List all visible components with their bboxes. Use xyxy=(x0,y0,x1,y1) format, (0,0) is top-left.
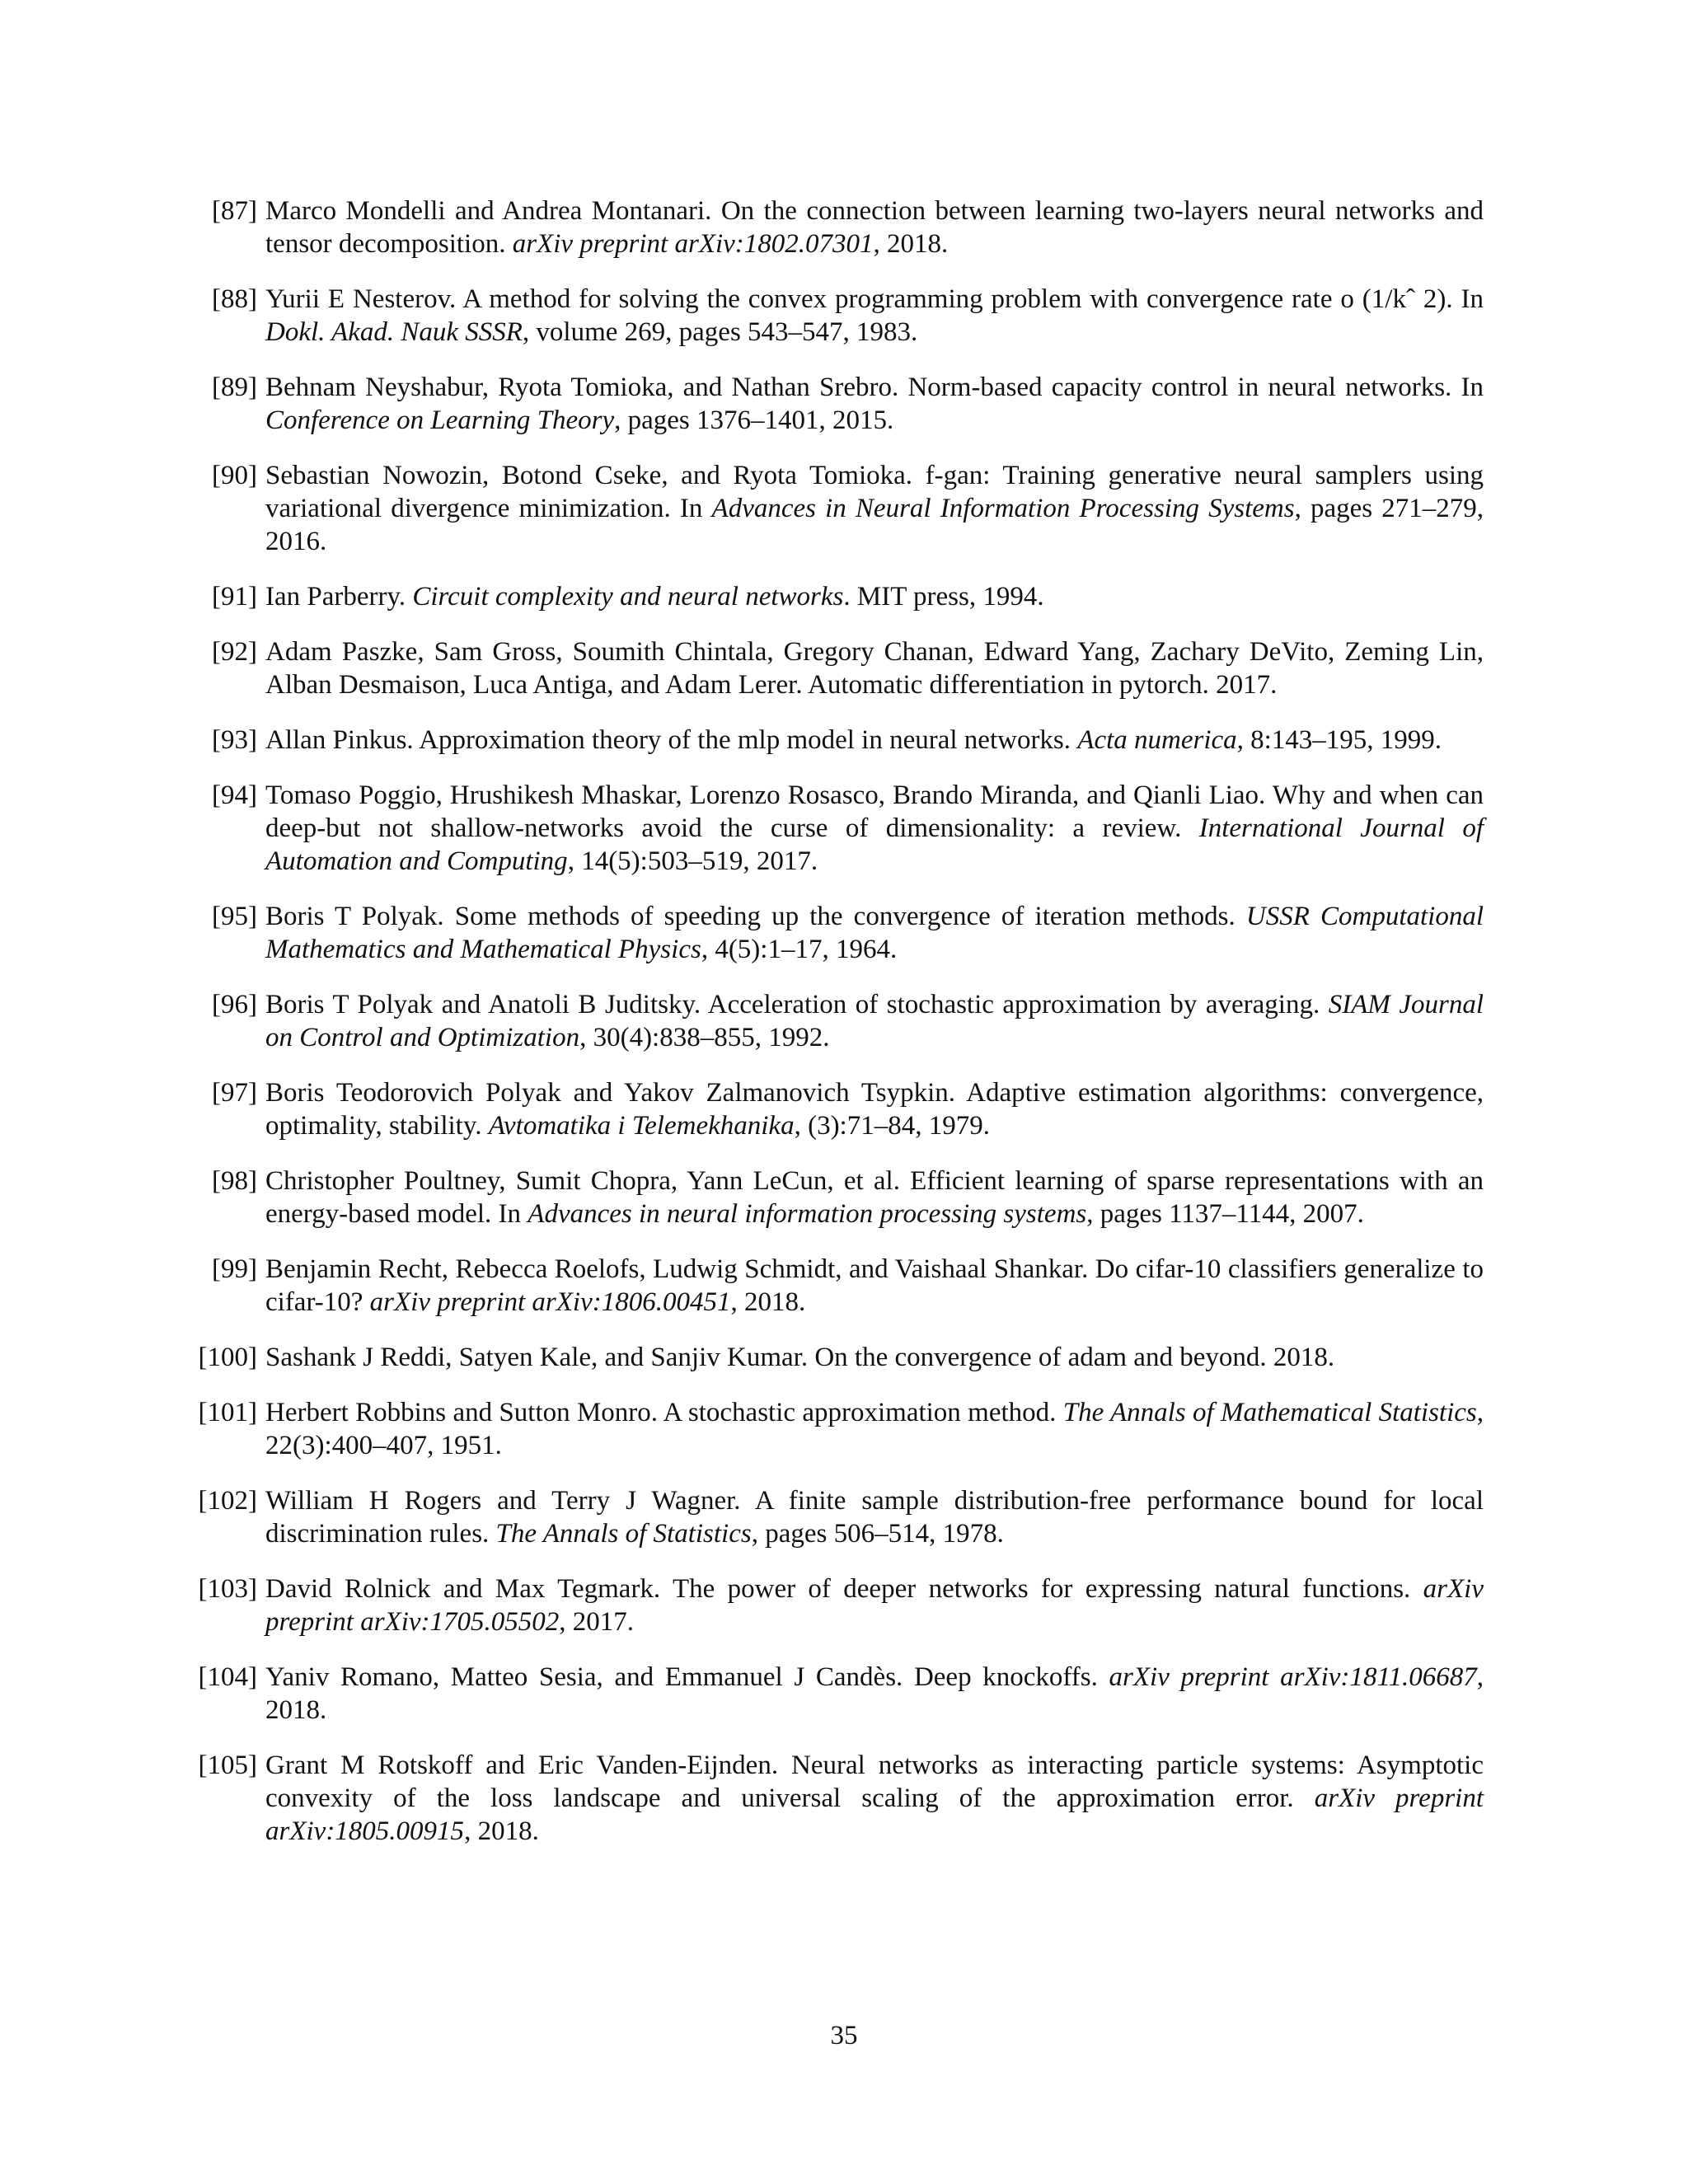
reference-number: [94] xyxy=(212,780,257,810)
reference-segment: , pages 271–279, 2016. xyxy=(265,494,1484,556)
reference-text xyxy=(265,284,1484,347)
reference-text xyxy=(265,1662,1484,1725)
reference-number: [87] xyxy=(212,196,257,226)
reference-entry xyxy=(198,371,1484,437)
reference-segment: Boris T Polyak and Anatoli B Juditsky. Acceleration of stochastic approximation by averaging. xyxy=(265,990,1329,1019)
reference-text xyxy=(265,461,1484,556)
reference-number: [92] xyxy=(212,637,257,667)
reference-text xyxy=(265,1398,1484,1460)
reference-number: [100] xyxy=(198,1343,257,1372)
reference-segment: Boris T Polyak. Some methods of speeding up the convergence of iteration methods. xyxy=(265,902,1246,931)
reference-number: [102] xyxy=(198,1486,257,1516)
reference-segment: William H Rogers and Terry J Wagner. A finite sample distribution-free performance bound for local discrimination rules. xyxy=(265,1486,1484,1549)
reference-entry xyxy=(198,1396,1484,1462)
reference-entry xyxy=(198,1484,1484,1550)
reference-entry xyxy=(198,635,1484,701)
reference-entry xyxy=(198,580,1484,613)
reference-text xyxy=(265,902,1484,964)
reference-segment: Adam Paszke, Sam Gross, Soumith Chintala, Gregory Chanan, Edward Yang, Zachary DeVito, Zeming Lin, Alban Desmaison, Luca Antiga, and Adam Lerer. Automatic differentiation in pytorch. 2017. xyxy=(265,637,1484,700)
reference-segment: Allan Pinkus. Approximation theory of the mlp model in neural networks. xyxy=(265,725,1078,755)
reference-text xyxy=(265,1574,1484,1637)
reference-number: [91] xyxy=(212,582,257,612)
reference-segment: , (3):71–84, 1979. xyxy=(794,1111,990,1141)
reference-segment: , pages 506–514, 1978. xyxy=(751,1519,1004,1549)
reference-segment: , 2018. xyxy=(873,229,949,259)
reference-venue: arXiv preprint arXiv:1806.00451 xyxy=(369,1287,731,1317)
reference-text xyxy=(265,1343,1334,1372)
reference-entry xyxy=(198,724,1484,757)
reference-text xyxy=(265,1166,1484,1229)
reference-venue: Acta numerica xyxy=(1077,725,1237,755)
reference-entry xyxy=(198,1341,1484,1374)
reference-segment: Behnam Neyshabur, Ryota Tomioka, and Nathan Srebro. Norm-based capacity control in neural networks. In xyxy=(265,373,1484,402)
reference-segment: Ian Parberry. xyxy=(265,582,413,612)
reference-number: [104] xyxy=(198,1662,257,1692)
reference-segment: , pages 1376–1401, 2015. xyxy=(614,405,894,435)
reference-number: [101] xyxy=(198,1398,257,1427)
reference-segment: . MIT press, 1994. xyxy=(843,582,1044,612)
reference-segment: Tomaso Poggio, Hrushikesh Mhaskar, Lorenzo Rosasco, Brando Miranda, and Qianli Liao. Why and when can deep-but not shallow-networks avoid the curse of dimensionality: a review. xyxy=(265,780,1484,843)
reference-venue: The Annals of Mathematical Statistics xyxy=(1062,1398,1477,1427)
reference-segment: Christopher Poultney, Sumit Chopra, Yann LeCun, et al. Efficient learning of sparse representations with an energy-based model. In xyxy=(265,1166,1484,1229)
reference-entry xyxy=(198,194,1484,260)
reference-segment: , 2018. xyxy=(265,1662,1484,1725)
reference-venue: arXiv preprint arXiv:1811.06687 xyxy=(1109,1662,1477,1692)
reference-segment: , 14(5):503–519, 2017. xyxy=(567,846,818,876)
reference-segment: Grant M Rotskoff and Eric Vanden-Eijnden. Neural networks as interacting particle systems: Asymptotic convexity of the loss landscape and universal scaling of the approximation error. xyxy=(265,1750,1484,1813)
reference-venue: Dokl. Akad. Nauk SSSR xyxy=(265,317,523,347)
reference-segment: , 8:143–195, 1999. xyxy=(1236,725,1442,755)
reference-text xyxy=(265,196,1484,259)
reference-segment: Yaniv Romano, Matteo Sesia, and Emmanuel J Candès. Deep knockoffs. xyxy=(265,1662,1109,1692)
reference-entry xyxy=(198,1165,1484,1230)
reference-entry xyxy=(198,900,1484,966)
reference-venue: Advances in neural information processing systems xyxy=(528,1199,1087,1229)
reference-venue: International Journal of Automation and Computing xyxy=(265,813,1484,876)
reference-segment: Sashank J Reddi, Satyen Kale, and Sanjiv Kumar. On the convergence of adam and beyond. 2018. xyxy=(265,1343,1335,1372)
reference-text xyxy=(265,725,1442,755)
reference-venue: USSR Computational Mathematics and Mathematical Physics xyxy=(265,902,1484,964)
reference-number: [98] xyxy=(212,1166,257,1196)
reference-entry xyxy=(198,1253,1484,1319)
reference-venue: arXiv preprint arXiv:1802.07301 xyxy=(512,229,874,259)
reference-segment: Benjamin Recht, Rebecca Roelofs, Ludwig Schmidt, and Vaishaal Shankar. Do cifar-10 classifiers generalize to cifar-10? xyxy=(265,1254,1484,1317)
reference-number: [89] xyxy=(212,373,257,402)
reference-entry xyxy=(198,988,1484,1054)
reference-number: [103] xyxy=(198,1574,257,1604)
reference-text xyxy=(265,373,1484,435)
reference-entry xyxy=(198,779,1484,878)
reference-segment: , 2018. xyxy=(464,1816,539,1846)
reference-segment: , pages 1137–1144, 2007. xyxy=(1086,1199,1364,1229)
reference-text xyxy=(265,637,1484,700)
reference-number: [88] xyxy=(212,284,257,314)
reference-venue: Circuit complexity and neural networks xyxy=(412,582,844,612)
reference-segment: , 2018. xyxy=(730,1287,806,1317)
reference-venue: Advances in Neural Information Processing Systems xyxy=(711,494,1295,523)
reference-text xyxy=(265,1750,1484,1846)
reference-entry xyxy=(198,1749,1484,1848)
reference-entry xyxy=(198,1076,1484,1142)
reference-venue: arXiv preprint arXiv:1705.05502 xyxy=(265,1574,1484,1637)
reference-segment: Herbert Robbins and Sutton Monro. A stochastic approximation method. xyxy=(265,1398,1063,1427)
reference-venue: SIAM Journal on Control and Optimization xyxy=(265,990,1484,1052)
reference-entry xyxy=(198,1661,1484,1727)
reference-number: [93] xyxy=(212,725,257,755)
reference-number: [95] xyxy=(212,902,257,931)
reference-segment: , 22(3):400–407, 1951. xyxy=(265,1398,1484,1460)
reference-text xyxy=(265,780,1484,876)
reference-text xyxy=(265,1486,1484,1549)
reference-number: [97] xyxy=(212,1078,257,1108)
reference-venue: Avtomatika i Telemekhanika xyxy=(488,1111,795,1141)
reference-segment: Boris Teodorovich Polyak and Yakov Zalmanovich Tsypkin. Adaptive estimation algorithms: convergence, optimality, stability. xyxy=(265,1078,1484,1141)
reference-number: [96] xyxy=(212,990,257,1019)
reference-venue: Conference on Learning Theory xyxy=(265,405,615,435)
reference-entry xyxy=(198,1572,1484,1638)
reference-segment: David Rolnick and Max Tegmark. The power of deeper networks for expressing natural functions. xyxy=(265,1574,1423,1604)
reference-number: [105] xyxy=(198,1750,257,1780)
reference-entry xyxy=(198,459,1484,558)
reference-venue: arXiv preprint arXiv:1805.00915 xyxy=(265,1783,1484,1846)
reference-number: [90] xyxy=(212,461,257,490)
reference-list xyxy=(198,194,1484,1870)
reference-text xyxy=(265,1078,1484,1141)
reference-venue: The Annals of Statistics xyxy=(495,1519,752,1549)
reference-segment: , 30(4):838–855, 1992. xyxy=(579,1023,830,1052)
reference-segment: , 4(5):1–17, 1964. xyxy=(701,935,898,964)
reference-number: [99] xyxy=(212,1254,257,1284)
reference-segment: , volume 269, pages 543–547, 1983. xyxy=(522,317,918,347)
reference-segment: Marco Mondelli and Andrea Montanari. On the connection between learning two-layers neural networks and tensor decomposition. xyxy=(265,196,1484,259)
reference-text xyxy=(265,1254,1484,1317)
reference-text xyxy=(265,990,1484,1052)
reference-segment: , 2017. xyxy=(559,1607,634,1637)
page-number: 35 xyxy=(830,2021,858,2050)
reference-segment: Sebastian Nowozin, Botond Cseke, and Ryota Tomioka. f-gan: Training generative neural samplers using variational divergence minimization. In xyxy=(265,461,1484,523)
reference-entry xyxy=(198,283,1484,349)
reference-segment: Yurii E Nesterov. A method for solving the convex programming problem with convergence rate o (1/kˆ 2). In xyxy=(265,284,1484,314)
reference-text xyxy=(265,582,1044,612)
